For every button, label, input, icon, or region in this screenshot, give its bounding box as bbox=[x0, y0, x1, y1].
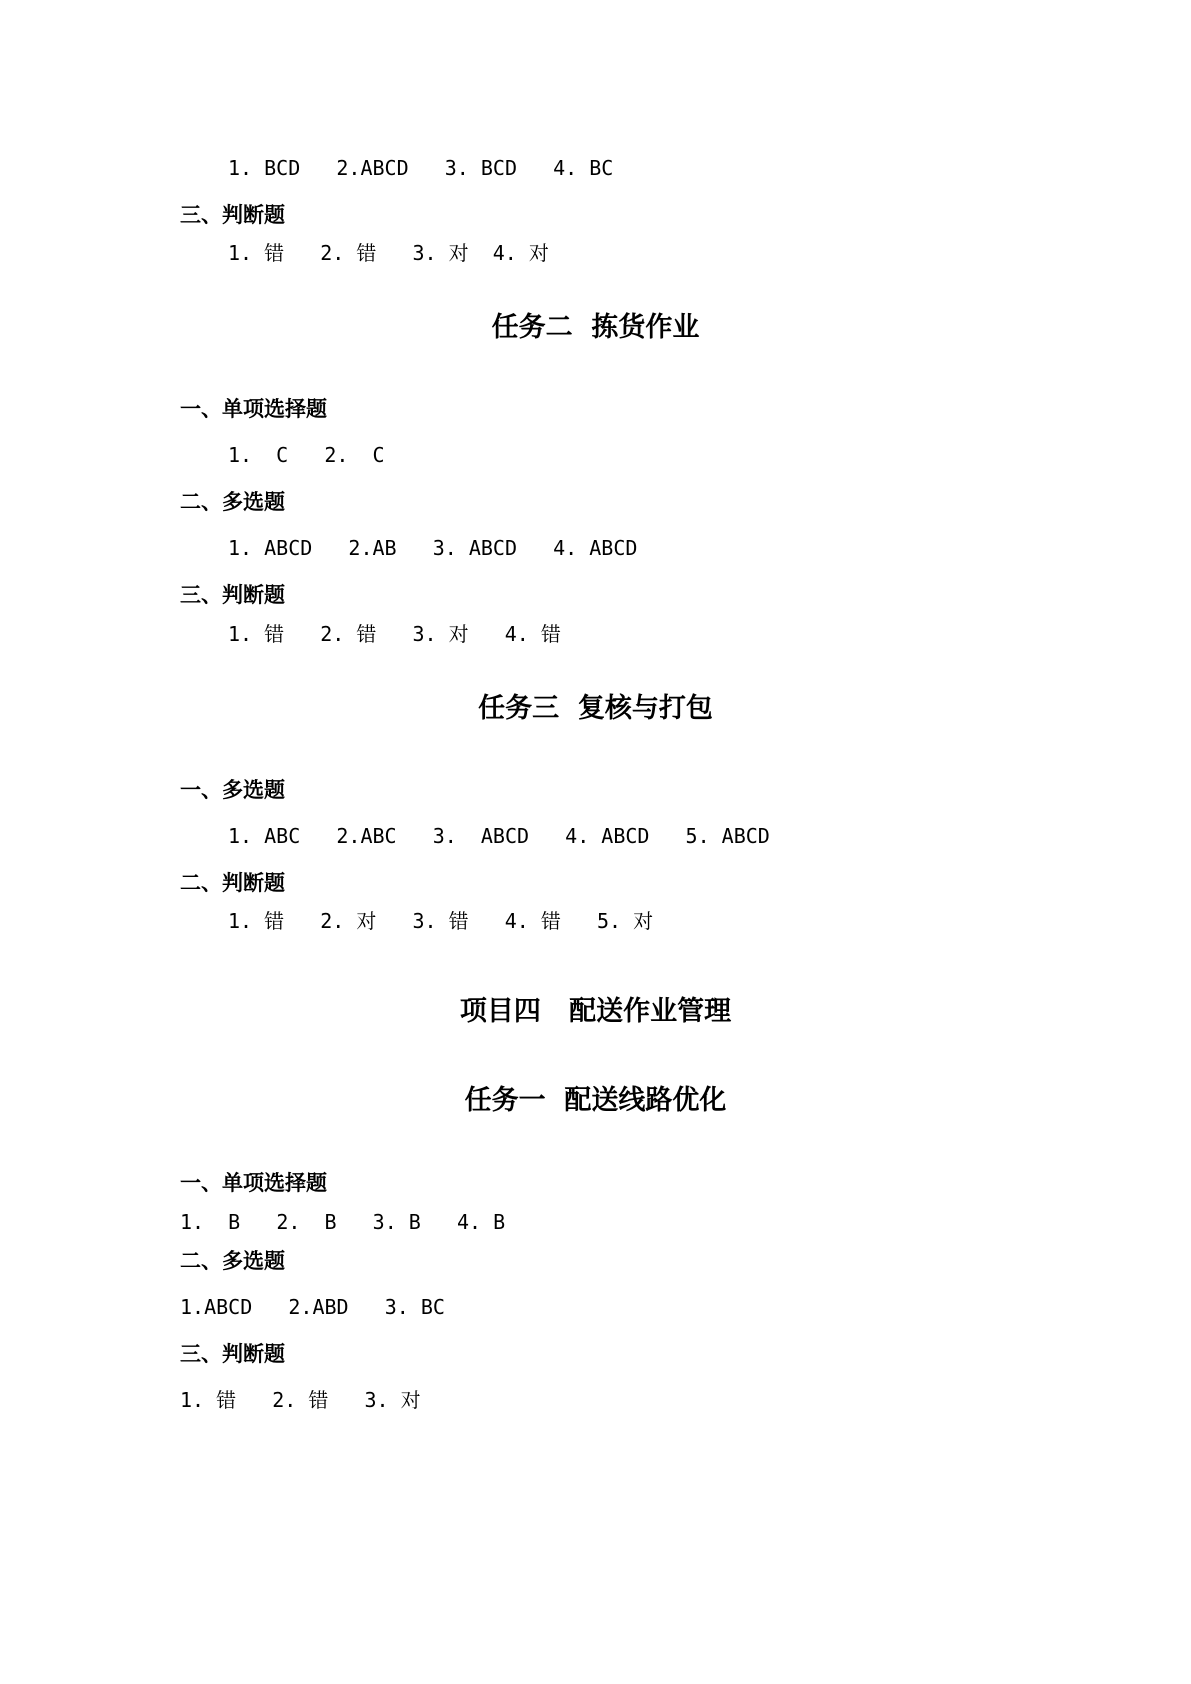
judgment-answers: 1. 错 2. 错 3. 对 4. 错 bbox=[228, 622, 561, 646]
task-title: 任务三 复核与打包 bbox=[478, 693, 713, 724]
section-heading-judgment: 三、判断题 bbox=[180, 202, 285, 227]
judgment-answers: 1. 错 2. 对 3. 错 4. 错 5. 对 bbox=[228, 909, 654, 933]
single-choice-answers: 1. C 2. C bbox=[228, 443, 385, 467]
section-heading-judgment: 三、判断题 bbox=[180, 582, 285, 607]
section-heading-judgment: 二、判断题 bbox=[180, 870, 285, 895]
section-heading-single-choice: 一、单项选择题 bbox=[180, 396, 327, 421]
multi-choice-answers: 1. BCD 2.ABCD 3. BCD 4. BC bbox=[228, 156, 614, 180]
project-title: 项目四 配送作业管理 bbox=[459, 996, 732, 1027]
section-heading-multi-choice: 二、多选题 bbox=[180, 1248, 285, 1273]
single-choice-answers: 1. B 2. B 3. B 4. B bbox=[180, 1210, 506, 1234]
task-title: 任务一 配送线路优化 bbox=[464, 1085, 727, 1116]
multi-choice-answers: 1. ABCD 2.AB 3. ABCD 4. ABCD bbox=[228, 536, 638, 560]
judgment-answers: 1. 错 2. 错 3. 对 bbox=[180, 1388, 421, 1412]
multi-choice-answers: 1.ABCD 2.ABD 3. BC bbox=[180, 1295, 445, 1319]
judgment-answers: 1. 错 2. 错 3. 对 4. 对 bbox=[228, 241, 549, 265]
task-title: 任务二 拣货作业 bbox=[491, 312, 700, 343]
multi-choice-answers: 1. ABC 2.ABC 3. ABCD 4. ABCD 5. ABCD bbox=[228, 824, 770, 848]
section-heading-multi-choice: 二、多选题 bbox=[180, 489, 285, 514]
section-heading-multi-choice: 一、多选题 bbox=[180, 777, 285, 802]
section-heading-judgment: 三、判断题 bbox=[180, 1341, 285, 1366]
section-heading-single-choice: 一、单项选择题 bbox=[180, 1170, 327, 1195]
